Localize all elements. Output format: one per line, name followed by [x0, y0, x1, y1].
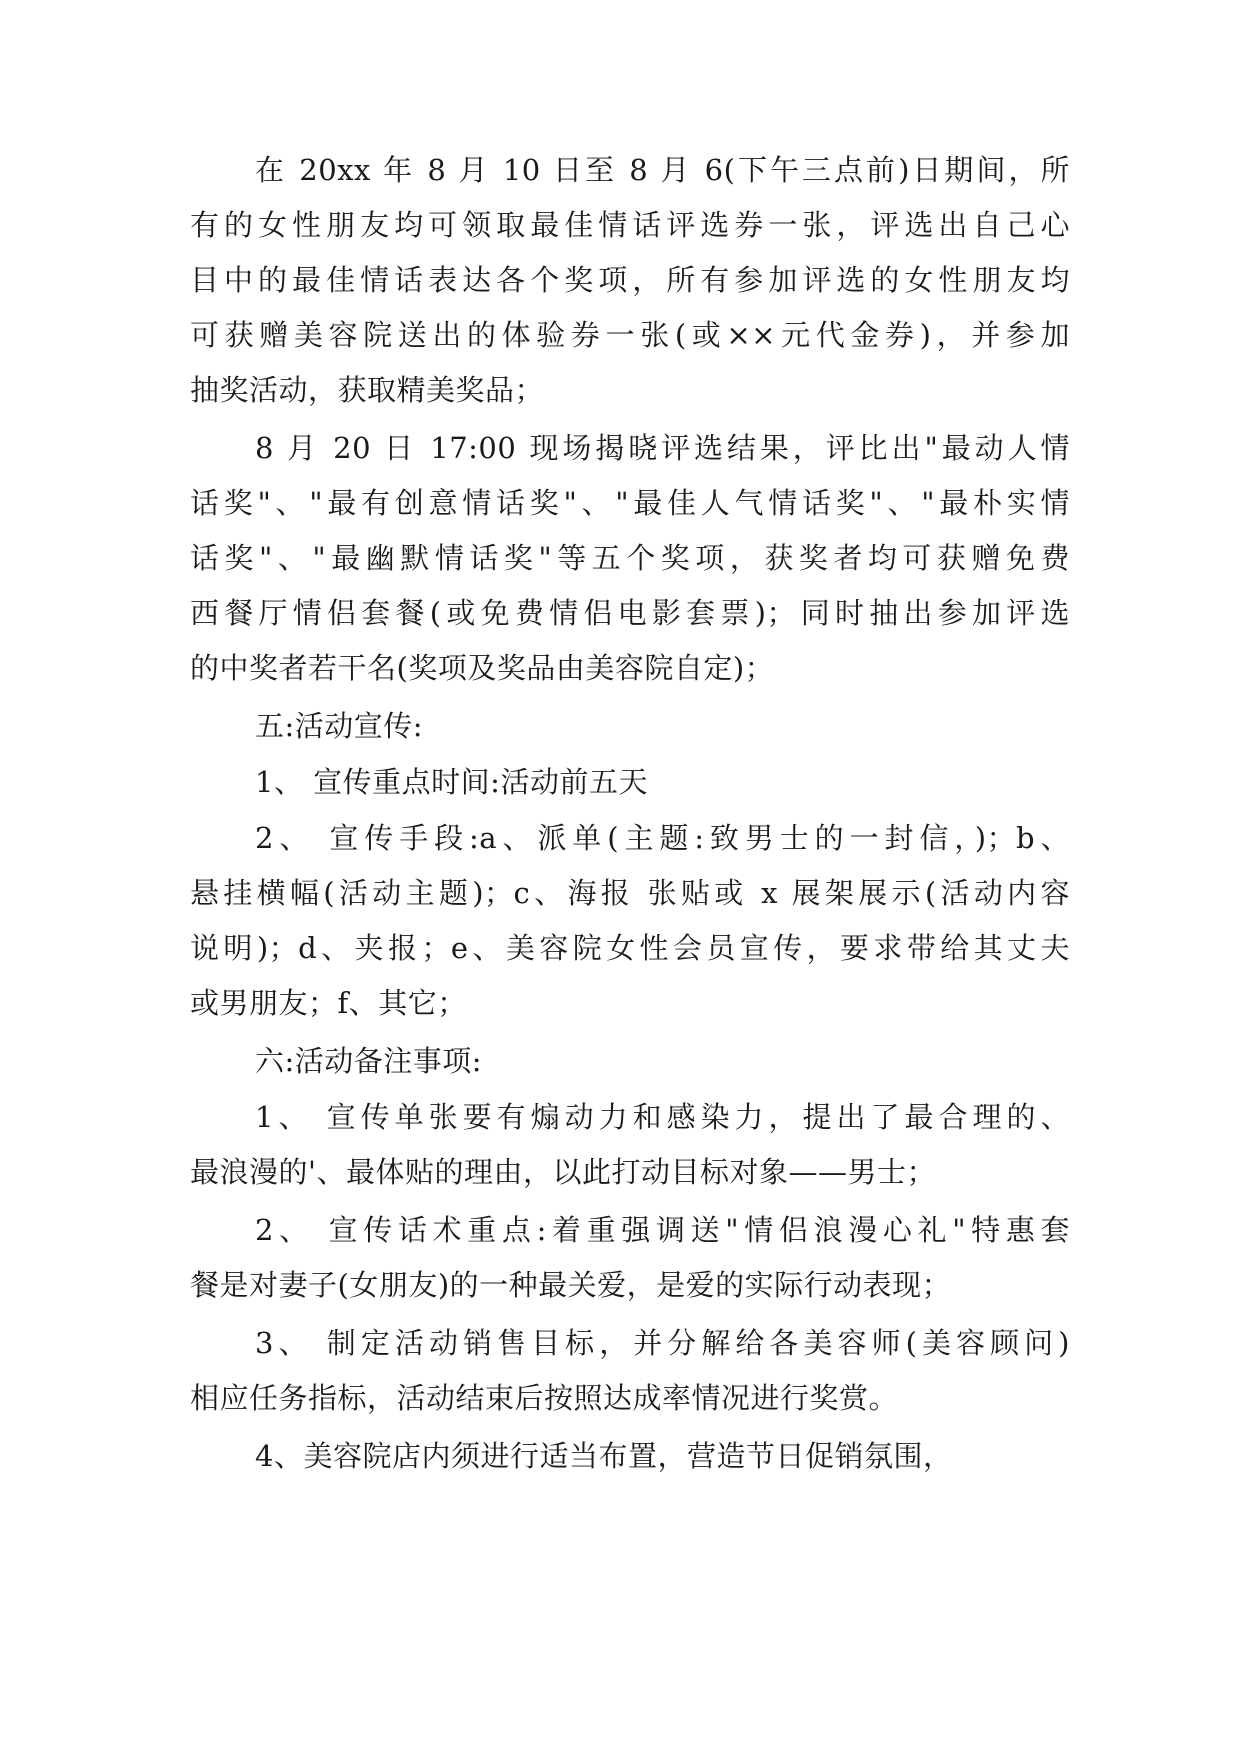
list-item: 1、 宣传重点时间:活动前五天	[255, 765, 648, 799]
text-line: 有的女性朋友均可领取最佳情话评选券一张，评选出自己心	[190, 208, 1070, 242]
text-line: 说明)；d、夹报；e、美容院女性会员宣传，要求带给其丈夫	[190, 931, 1070, 965]
text-line: 相应任务指标，活动结束后按照达成率情况进行奖赏。	[190, 1381, 899, 1415]
list-item: 3、 制定活动销售目标，并分解给各美容师(美容顾问)	[255, 1326, 1070, 1360]
text-line: 目中的最佳情话表达各个奖项，所有参加评选的女性朋友均	[190, 263, 1070, 297]
text-line: 8 月 20 日 17:00 现场揭晓评选结果，评比出"最动人情	[255, 431, 1070, 465]
list-item: 2、 宣传手段:a、派单(主题:致男士的一封信，)；b、	[255, 821, 1070, 855]
section-heading: 五:活动宣传:	[255, 709, 424, 743]
text-line: 话奖"、"最有创意情话奖"、"最佳人气情话奖"、"最朴实情	[190, 486, 1070, 520]
text-line: 抽奖活动，获取精美奖品；	[190, 373, 545, 407]
text-line: 在 20xx 年 8 月 10 日至 8 月 6(下午三点前)日期间，所	[255, 153, 1070, 187]
text-line: 或男朋友；f、其它；	[190, 986, 467, 1020]
list-item: 1、 宣传单张要有煽动力和感染力，提出了最合理的、	[255, 1100, 1070, 1134]
list-item: 4、美容院店内须进行适当布置，营造节日促销氛围，	[255, 1439, 953, 1473]
text-line: 最浪漫的'、最体贴的理由，以此打动目标对象——男士；	[190, 1155, 936, 1189]
text-line: 可获赠美容院送出的体验券一张(或××元代金券)，并参加	[190, 318, 1070, 352]
text-line: 餐是对妻子(女朋友)的一种最关爱，是爱的实际行动表现；	[190, 1268, 952, 1302]
text-line: 西餐厅情侣套餐(或免费情侣电影套票)；同时抽出参加评选	[190, 596, 1070, 630]
list-item: 2、 宣传话术重点:着重强调送"情侣浪漫心礼"特惠套	[255, 1213, 1070, 1247]
text-line: 悬挂横幅(活动主题)；c、海报 张贴或 x 展架展示(活动内容	[190, 876, 1070, 910]
section-heading: 六:活动备注事项:	[255, 1044, 483, 1078]
text-line: 话奖"、"最幽默情话奖"等五个奖项，获奖者均可获赠免费	[190, 541, 1070, 575]
text-line: 的中奖者若干名(奖项及奖品由美容院自定)；	[190, 651, 775, 685]
